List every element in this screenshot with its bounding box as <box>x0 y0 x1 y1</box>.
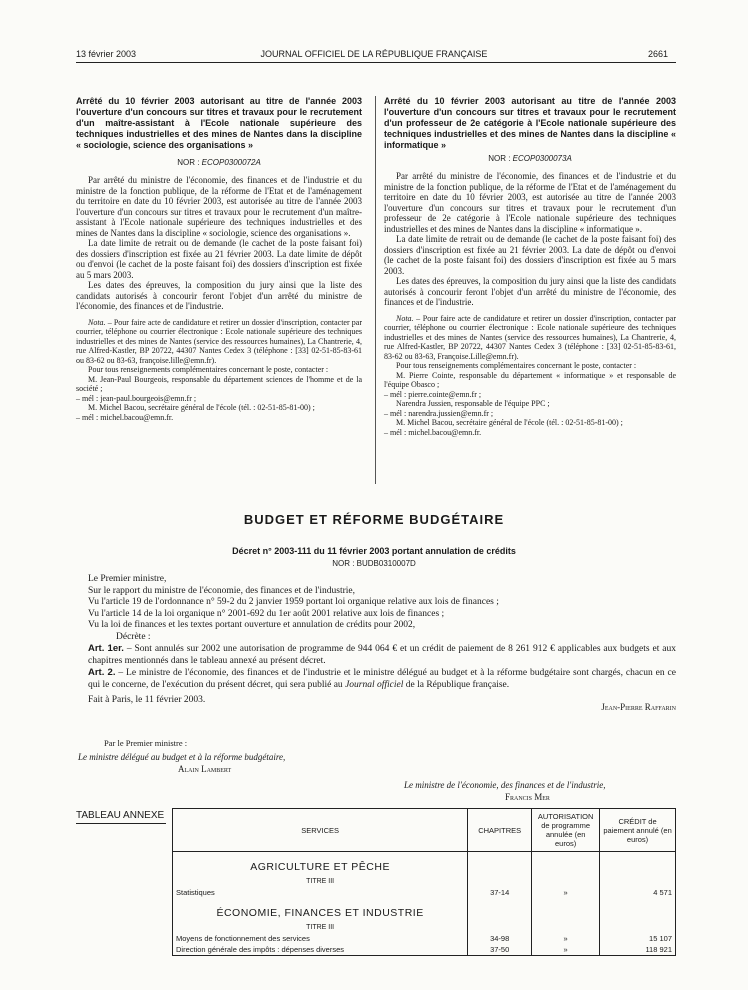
ministry-heading: ÉCONOMIE, FINANCES ET INDUSTRIE <box>173 898 468 922</box>
minister-budget: Le ministre délégué au budget et à la réforme budgétaire, <box>78 752 286 762</box>
arrete-title: Arrêté du 10 février 2003 autorisant au titre de l'année 2003 l'ouverture d'un concours sur titres et travaux pour le recrutement d'un professeur de 2e catégorie à l'Ecole nationale supérieure des techniques industrielles et des mines de Nantes dans la discipline « informatique » <box>384 96 676 150</box>
paragraph: Par arrêté du ministre de l'économie, des finances et de l'industrie et du ministre de la fonction publique, de la réforme de l'Etat et de l'aménagement du territoire en date du 10 février 2003, est autorisée au titre de l'année 2003 l'ouverture d'un concours sur titres et travaux pour le recrutement d'un professeur de 2e catégorie à l'Ecole nationale supérieure des techniques industrielles et des mines de Nantes dans la discipline « informatique ». <box>384 171 676 234</box>
nor-reference: NOR : ECOP0300072A <box>177 158 261 167</box>
arrete-title: Arrêté du 10 février 2003 autorisant au titre de l'année 2003 l'ouverture d'un concours sur titres et travaux pour le recrutement d'un maître-assistant à l'Ecole nationale supérieure des techniques industrielles et des mines de Nantes dans la discipline « sociologie, science des organisations » <box>76 96 362 150</box>
nor-reference: NOR : ECOP0300073A <box>488 154 572 163</box>
header-rule <box>76 62 676 63</box>
journal-title: JOURNAL OFFICIEL DE LA RÉPUBLIQUE FRANÇAISE <box>260 49 488 59</box>
paragraph: La date limite de retrait ou de demande (le cachet de la poste faisant foi) des dossiers d'inscription est fixée au 21 février 2003. La date de dépôt ou d'envoi (le cachet de la poste faisant foi) des dossiers d'inscription est fixée au 5 mars 2003. <box>384 234 676 276</box>
decree-body: Le Premier ministre, Sur le rapport du ministre de l'économie, des finances et de l'industrie, Vu l'article 19 de l'ordonnance n° 59-2 du 2 janvier 1959 portant loi organique relative aux lois de finances ; Vu l'article 14 de la loi organique n° 2001-692 du 1er août 2001 relative aux lois de finances ; Vu la loi de finances et les textes portant ouverture et annulation de crédits pour 2002, Décrète : Art. 1er. – Sont annulés sur 2002 une autorisation de programme de 944 064 € et un crédit de paiement de 8 261 912 € applicables aux budgets et aux chapitres mentionnés dans le tableau annexé au présent décret. Art. 2. – Le ministre de l'économie, des finances et de l'industrie et le ministre délégué au budget et à la réforme budgétaire sont chargés, chacun en ce qui le concerne, de l'exécution du présent décret, qui sera publié au Journal officiel de la République française. Fait à Paris, le 11 février 2003. <box>76 574 676 707</box>
col-header: CRÉDIT de paiement annulé (en euros) <box>600 809 676 852</box>
section-title: BUDGET ET RÉFORME BUDGÉTAIRE <box>243 512 505 527</box>
minister-budget-name: Alain Lambert <box>178 764 232 774</box>
decree-nor: NOR : BUDB0310007D <box>332 559 416 568</box>
annex-table <box>172 808 676 956</box>
arrete-body <box>76 175 362 312</box>
col-header: SERVICES <box>173 809 468 852</box>
ministry-heading: AGRICULTURE ET PÊCHE <box>173 852 468 877</box>
header-date: 13 février 2003 <box>76 49 137 59</box>
table-row: Statistiques 37-14 » 4 571 <box>173 887 676 898</box>
signer-pm: Jean-Pierre Raffarin <box>601 702 676 712</box>
nota: Nota. – Pour faire acte de candidature et retirer un dossier d'inscription, contacter par courrier, téléphone ou courrier électronique : Ecole nationale supérieure des techniques industrielles et des mines de Nantes (service des ressources humaines), La Chantrerie, 4, rue Alfred-Kastler, BP 20722, 44307 Nantes Cedex 3 (téléphone : [33] 02-51-85-83-61 ou 83-62 ou 83-63, françoise.lille@emn.fr). Pour tous renseignements complémentaires concernant le poste, contacter : M. Jean-Paul Bourgeois, responsable du département sciences de l'homme et de la société ; – mél : jean-paul.bourgeois@emn.fr ; M. Michel Bacou, secrétaire général de l'école (tél. : 02-51-85-81-00) ; – mél : michel.bacou@emn.fr. <box>76 317 362 422</box>
col-header: CHAPITRES <box>468 809 532 852</box>
column-divider <box>375 96 376 484</box>
article-1: Art. 1er. – Sont annulés sur 2002 une autorisation de programme de 944 064 € et un crédit de paiement de 8 261 912 € applicables aux budgets et aux chapitres mentionnés dans le tableau annexé au présent décret. <box>88 643 676 666</box>
paragraph: Les dates des épreuves, la composition du jury ainsi que la liste des candidats autorisés à concourir feront l'objet d'un arrêté du ministre de l'économie, des finances et de l'industrie. <box>384 276 676 307</box>
col-header: AUTORISATION de programme annulée (en euros) <box>532 809 600 852</box>
table-row: Moyens de fonctionnement des services 34-98 » 15 107 <box>173 933 676 944</box>
arrete-body <box>384 171 676 308</box>
left-column <box>76 96 362 422</box>
minister-eco-name: Francis Mer <box>505 792 550 802</box>
titre-heading: TITRE III <box>173 922 468 933</box>
decree-title: Décret n° 2003-111 du 11 février 2003 portant annulation de crédits <box>232 546 516 556</box>
paragraph: Par arrêté du ministre de l'économie, des finances et de l'industrie et du ministre de la fonction publique, de la réforme de l'Etat et de l'aménagement du territoire en date du 10 février 2003, est autorisée au titre de l'année 2003 l'ouverture d'un concours sur titres et travaux pour le recrutement d'un maître-assistant à l'Ecole nationale supérieure des techniques industrielles et des mines de Nantes dans la discipline « sociologie, science des organisations ». <box>76 175 362 238</box>
paragraph: Les dates des épreuves, la composition du jury ainsi que la liste des candidats autorisés à concourir feront l'objet d'un arrêté du ministre de l'économie, des finances et de l'industrie. <box>76 280 362 311</box>
right-column <box>384 96 676 437</box>
annex-label: TABLEAU ANNEXE <box>76 810 166 824</box>
nota: Nota. – Pour faire acte de candidature et retirer un dossier d'inscription, contacter par courrier, téléphone ou courrier électronique : Ecole nationale supérieure des techniques industrielles et des mines de Nantes (service des ressources humaines), La Chantrerie, 4, rue Alfred-Kastler, BP 20722, 44307 Nantes Cedex 3 (téléphone : [33] 02-51-85-83-61, 83-62 ou 83-63, Françoise.Lille@emn.fr). Pour tous renseignements complémentaires concernant le poste, contacter : M. Pierre Cointe, responsable du département « informatique » et responsable de l'équipe Obasco ; – mél : pierre.cointe@emn.fr ; Narendra Jussien, responsable de l'équipe PPC ; – mél : narendra.jussien@emn.fr ; M. Michel Bacou, secrétaire général de l'école (tél. : 02-51-85-81-00) ; – mél : michel.bacou@emn.fr. <box>384 313 676 437</box>
article-2: Art. 2. – Le ministre de l'économie, des finances et de l'industrie et le ministre délégué au budget et à la réforme budgétaire sont chargés, chacun en ce qui le concerne, de l'exécution du présent décret, qui sera publié au Journal officiel de la République française. <box>88 667 676 690</box>
by-pm: Par le Premier ministre : <box>104 738 188 748</box>
titre-heading: TITRE III <box>173 876 468 887</box>
page-number: 2661 <box>648 49 669 59</box>
table-row: Direction générale des impôts : dépenses diverses 37-50 » 118 921 <box>173 944 676 956</box>
minister-eco: Le ministre de l'économie, des finances et de l'industrie, <box>404 780 606 790</box>
paragraph: La date limite de retrait ou de demande (le cachet de la poste faisant foi) des dossiers d'inscription est fixée au 21 février 2003. La date limite de dépôt ou d'envoi (le cachet de la poste faisant foi) des dossiers d'inscription est fixée au 5 mars 2003. <box>76 238 362 280</box>
